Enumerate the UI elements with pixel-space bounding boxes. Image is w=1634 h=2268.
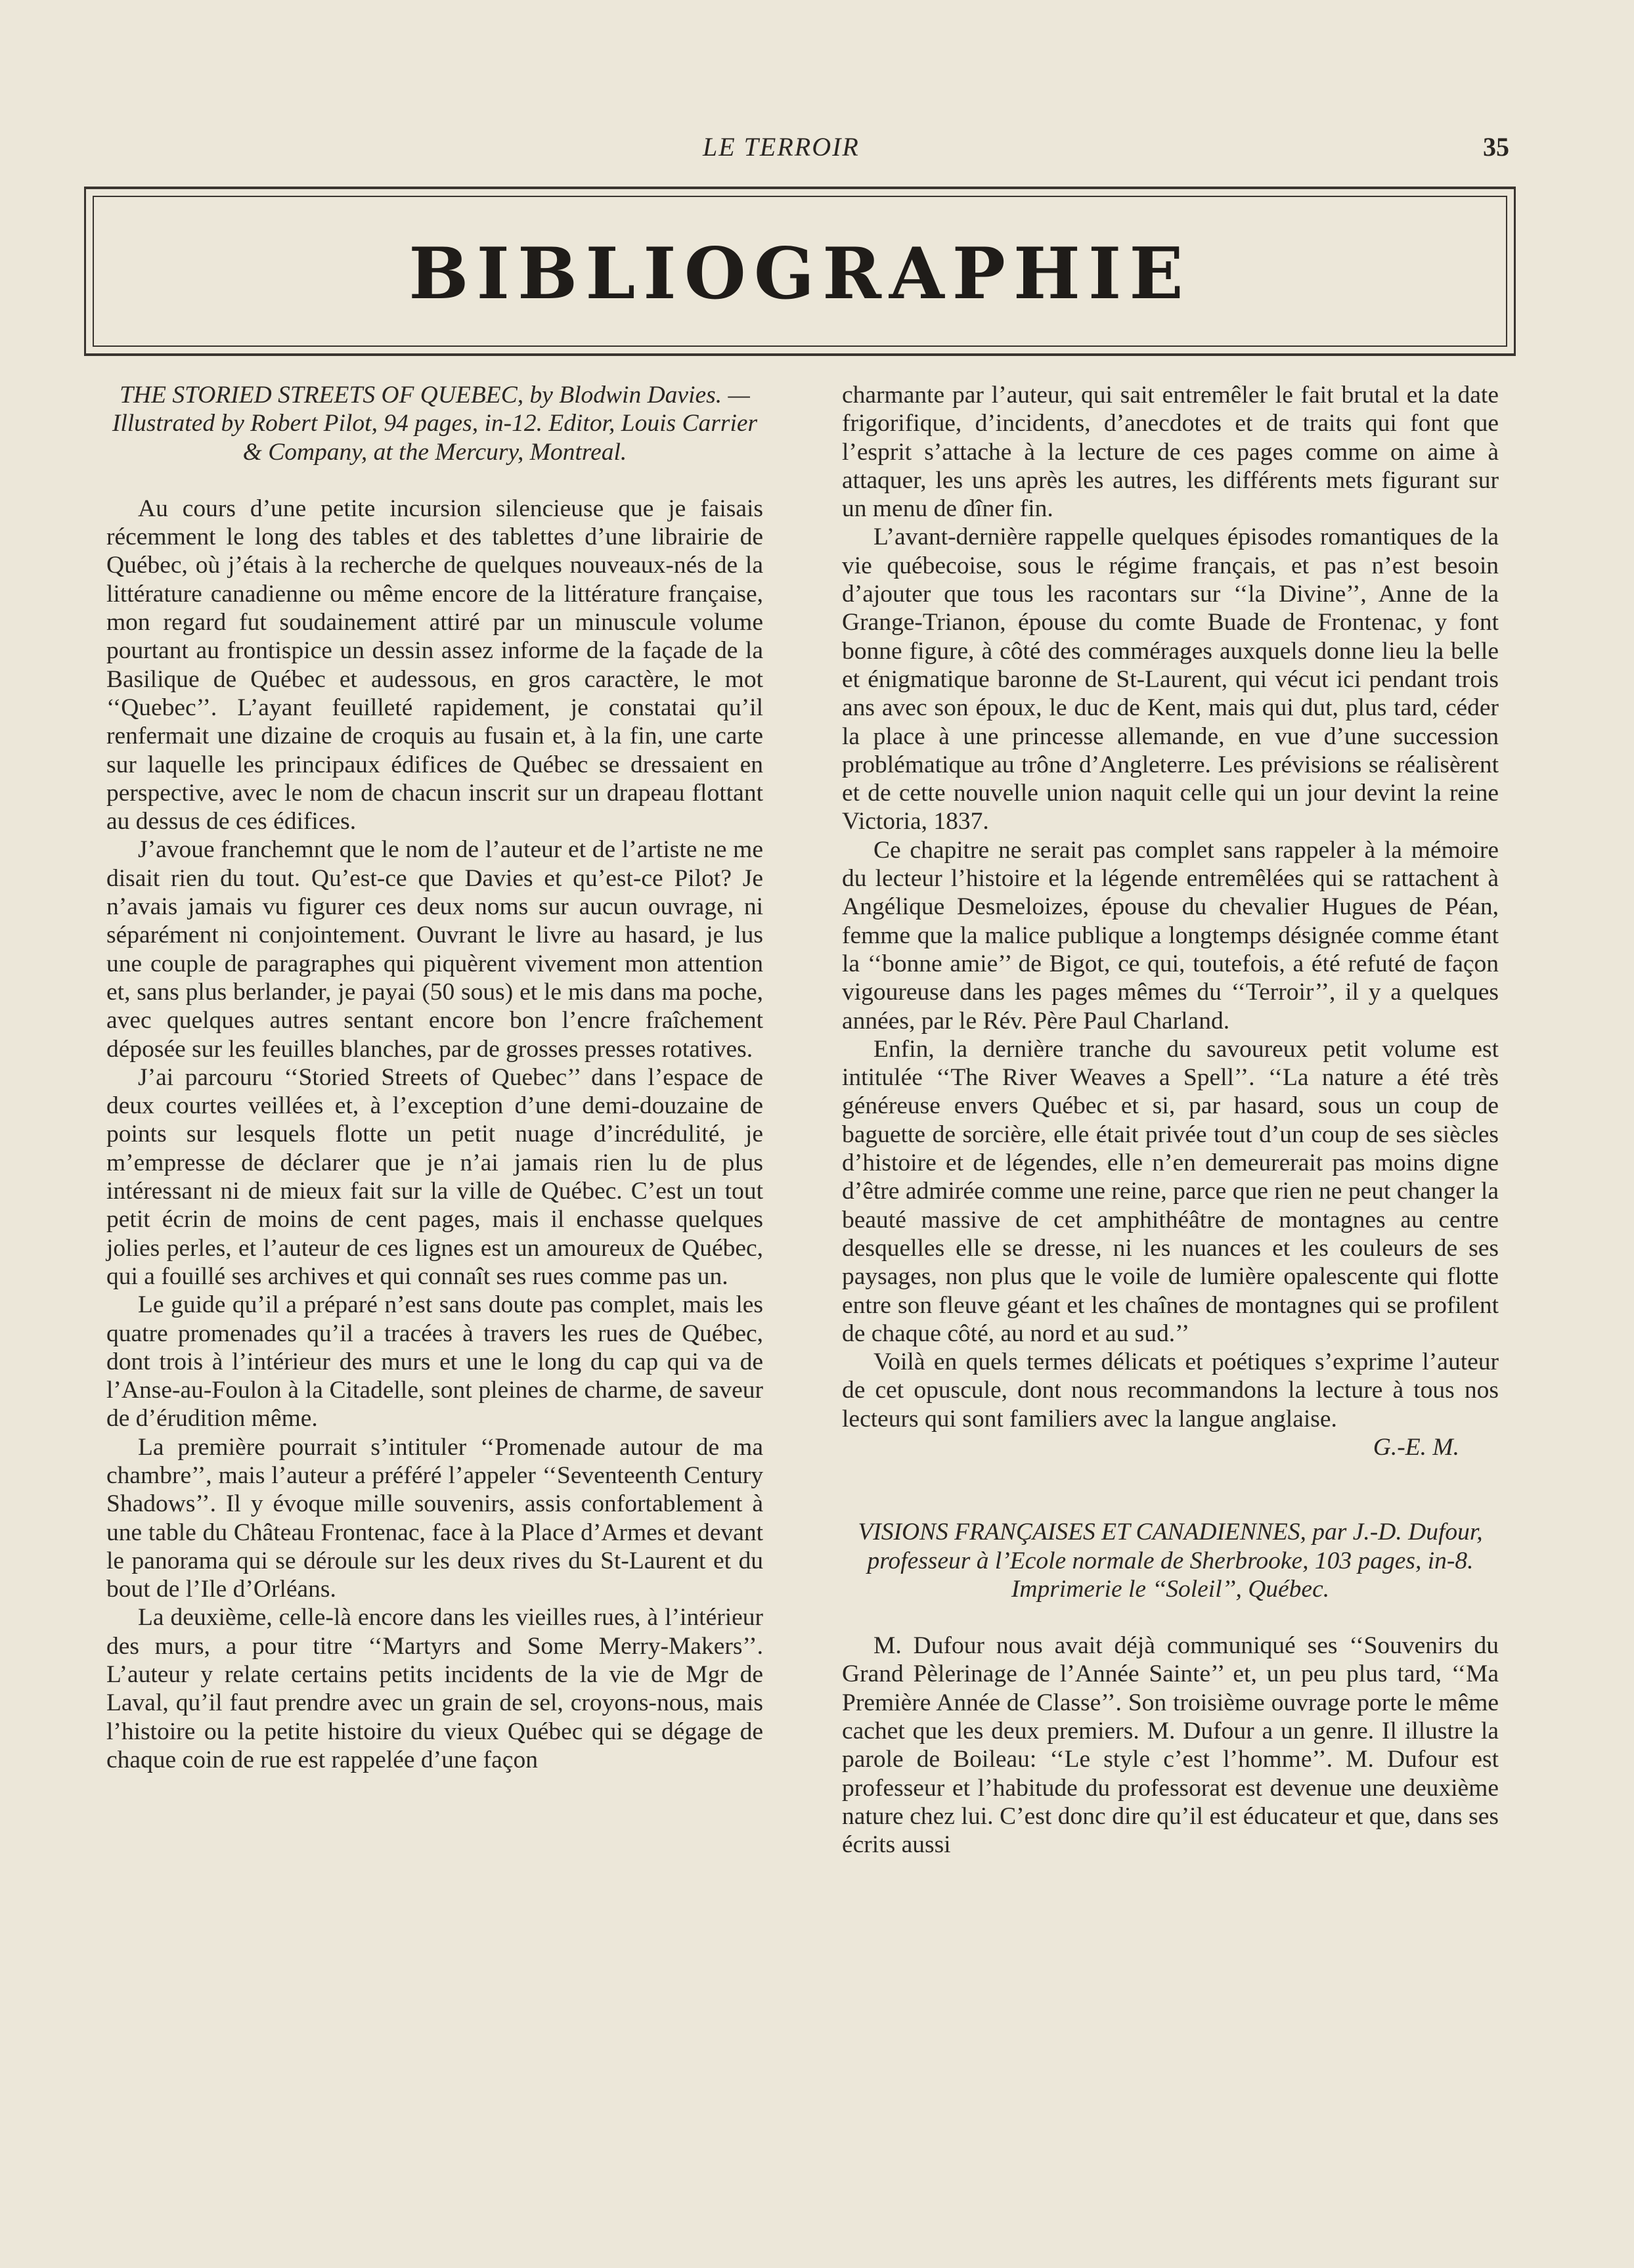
entry1-paragraph: La deuxième, celle-là encore dans les vieilles rues, à l’intérieur des murs, a pour titre ‘‘Martyrs and Some Merry-Makers’’. L’auteur y relate certains petits incidents de la vie de Mgr de Laval, qu’il faut prendre avec un grain de sel, croyons-nous, mais l’histoire ou la petite histoire du vieux Québec qui se dégage de chaque coin de rue est rappelée d’une façon	[106, 1604, 763, 1773]
entry1-paragraph: Voilà en quels termes délicats et poétiques s’exprime l’auteur de cet opuscule, dont nous recommandons la lecture à tous nos lecteurs qui sont familiers avec la langue anglaise.	[842, 1348, 1499, 1433]
entry1-signature: G.-E. M.	[1373, 1433, 1459, 1461]
title-frame-inner	[93, 196, 1507, 347]
entry1-paragraph: L’avant-dernière rappelle quelques épisodes romantiques de la vie québecoise, sous le régime français, et pas n’est besoin d’ajouter que tous les racontars sur ‘‘la Divine’’, Anne de la Grange-Trianon, épouse du comte Buade de Frontenac, y font bonne figure, à côté des commérages auxquels donne lieu la belle et énigmatique baronne de St-Laurent, qui vécut ici pendant trois ans avec son époux, le duc de Kent, mais qui dut, plus tard, céder la place à une princesse allemande, en vue d’une succession problématique au trône d’Angleterre. Les prévisions se réalisèrent et de cette nouvelle union naquit celle qui un jour devint la reine Victoria, 1837.	[842, 523, 1499, 835]
running-head: LE TERROIR	[703, 132, 860, 162]
left-column	[106, 381, 763, 1774]
entry1-paragraph: J’avoue franchemnt que le nom de l’auteur et de l’artiste ne me disait rien du tout. Qu’est-ce que Davies et qu’est-ce Pilot? Je n’avais jamais vu figurer ces deux noms sur aucun ouvrage, ni séparément ni conjointement. Ouvrant le livre au hasard, je lus une couple de paragraphes qui piquèrent vivement mon attention et, sans plus berlander, je payai (50 sous) et le mis dans ma poche, avec quelques autres sentant encore bon l’encre fraîchement déposée sur les feuilles blanches, par de grosses presses rotatives.	[106, 836, 763, 1063]
entry1-heading: THE STORIED STREETS OF QUEBEC, by Blodwin Davies. — Illustrated by Robert Pilot, 94 pages, in-12. Editor, Louis Carrier & Company, at the Mercury, Montreal.	[112, 382, 758, 466]
entry1-paragraph: Ce chapitre ne serait pas complet sans rappeler à la mémoire du lecteur l’histoire et la légende entremêlées qui se rattachent à Angélique Desmeloizes, épouse du chevalier Hugues de Péan, femme que la malice publique a longtemps désignée comme étant la ‘‘bonne amie’’ de Bigot, ce qui, toutefois, a été refuté de façon vigoureuse dans les pages mêmes du ‘‘Terroir’’, il y a quelques années, par le Rév. Père Paul Charland.	[842, 836, 1499, 1034]
page-number: 35	[1483, 132, 1509, 162]
right-column	[842, 381, 1499, 1859]
entry1-paragraph: La première pourrait s’intituler ‘‘Promenade autour de ma chambre’’, mais l’auteur a préféré l’appeler ‘‘Seventeenth Century Shadows’’. Il y évoque mille souvenirs, assis confortablement à une table du Château Frontenac, face à la Place d’Armes et devant le panorama qui se déroule sur les deux rives du St-Laurent et du bout de l’Ile d’Orléans.	[106, 1433, 763, 1603]
entry1-paragraph: J’ai parcouru ‘‘Storied Streets of Quebec’’ dans l’espace de deux courtes veillées et, à l’exception d’une demi-douzaine de points sur lesquels flotte un petit nuage d’incrédulité, je m’empresse de déclarer que je n’ai jamais rien lu de plus intéressant ni de mieux fait sur la ville de Québec. C’est un tout petit écrin de moins de cent pages, mais il enchasse quelques jolies perles, et l’auteur de ces lignes est un amoureux de Québec, qui a fouillé ses archives et qui connaît ses rues comme pas un.	[106, 1063, 763, 1290]
section-title: BIBLIOGRAPHIE	[408, 233, 1191, 315]
entry2-paragraph: M. Dufour nous avait déjà communiqué ses ‘‘Souvenirs du Grand Pèlerinage de l’Année Sainte’’ et, un peu plus tard, ‘‘Ma Première Année de Classe’’. Son troisième ouvrage porte le même cachet que les deux premiers. M. Dufour a un genre. Il illustre la parole de Boileau: ‘‘Le style c’est l’homme’’. M. Dufour est professeur et l’habitude du professorat est devenue une deuxième nature chez lui. C’est donc dire qu’il est éducateur et que, dans ses écrits aussi	[842, 1632, 1499, 1859]
entry2-heading: VISIONS FRANÇAISES ET CANADIENNES, par J.-D. Dufour, professeur à l’Ecole normale de Sherbrooke, 103 pages, in-8. Imprimerie le ‘‘Soleil’’, Québec.	[858, 1519, 1483, 1603]
entry1-paragraph-continued: charmante par l’auteur, qui sait entremêler le fait brutal et la date frigorifique, d’incidents, d’anecdotes et de traits qui font que l’esprit s’attache à la lecture de ces pages comme on aime à attaquer, les uns après les autres, les différents mets figurant sur un menu de dîner fin.	[842, 382, 1499, 523]
entry1-paragraph: Le guide qu’il a préparé n’est sans doute pas complet, mais les quatre promenades qu’il a tracées à travers les rues de Québec, dont trois à l’intérieur des murs et une le long du cap qui va de l’Anse-au-Foulon à la Citadelle, sont pleines de charme, de saveur de d’érudition même.	[106, 1291, 763, 1433]
title-frame	[84, 187, 1516, 356]
entry1-paragraph: Enfin, la dernière tranche du savoureux petit volume est intitulée ‘‘The River Weaves a Spell’’. ‘‘La nature a été très généreuse envers Québec et si, par hasard, sous un coup de baguette de sorcière, elle était privée tout d’un coup de ses siècles d’histoire et de légendes, elle n’en demeurerait pas moins digne d’être admirée comme une reine, parce que rien ne peut changer la beauté massive de cet amphithéâtre de montagnes au centre desquelles elle se dresse, ni les nuances et les couleurs de ses paysages, non plus que le voile de lumière opalescente qui flotte entre son fleuve géant et les chaînes de montagnes qui se profilent de chaque côté, au nord et au sud.’’	[842, 1035, 1499, 1347]
entry1-paragraph: Au cours d’une petite incursion silencieuse que je faisais récemment le long des tables et des tablettes d’une librairie de Québec, où j’étais à la recherche de quelques nouveaux-nés de la littérature canadienne ou même encore de la littérature française, mon regard fut soudainement attiré par un minuscule volume pourtant au frontispice un dessin assez informe de la façade de la Basilique de Québec et audessous, en gros caractère, le mot ‘‘Quebec’’. L’ayant feuilleté rapidement, je constatai qu’il renfermait une dizaine de croquis au fusain et, à la fin, une carte sur laquelle les principaux édifices de Québec se dressaient en perspective, avec le nom de chacun inscrit sur un drapeau flottant au dessus de ces édifices.	[106, 495, 763, 835]
